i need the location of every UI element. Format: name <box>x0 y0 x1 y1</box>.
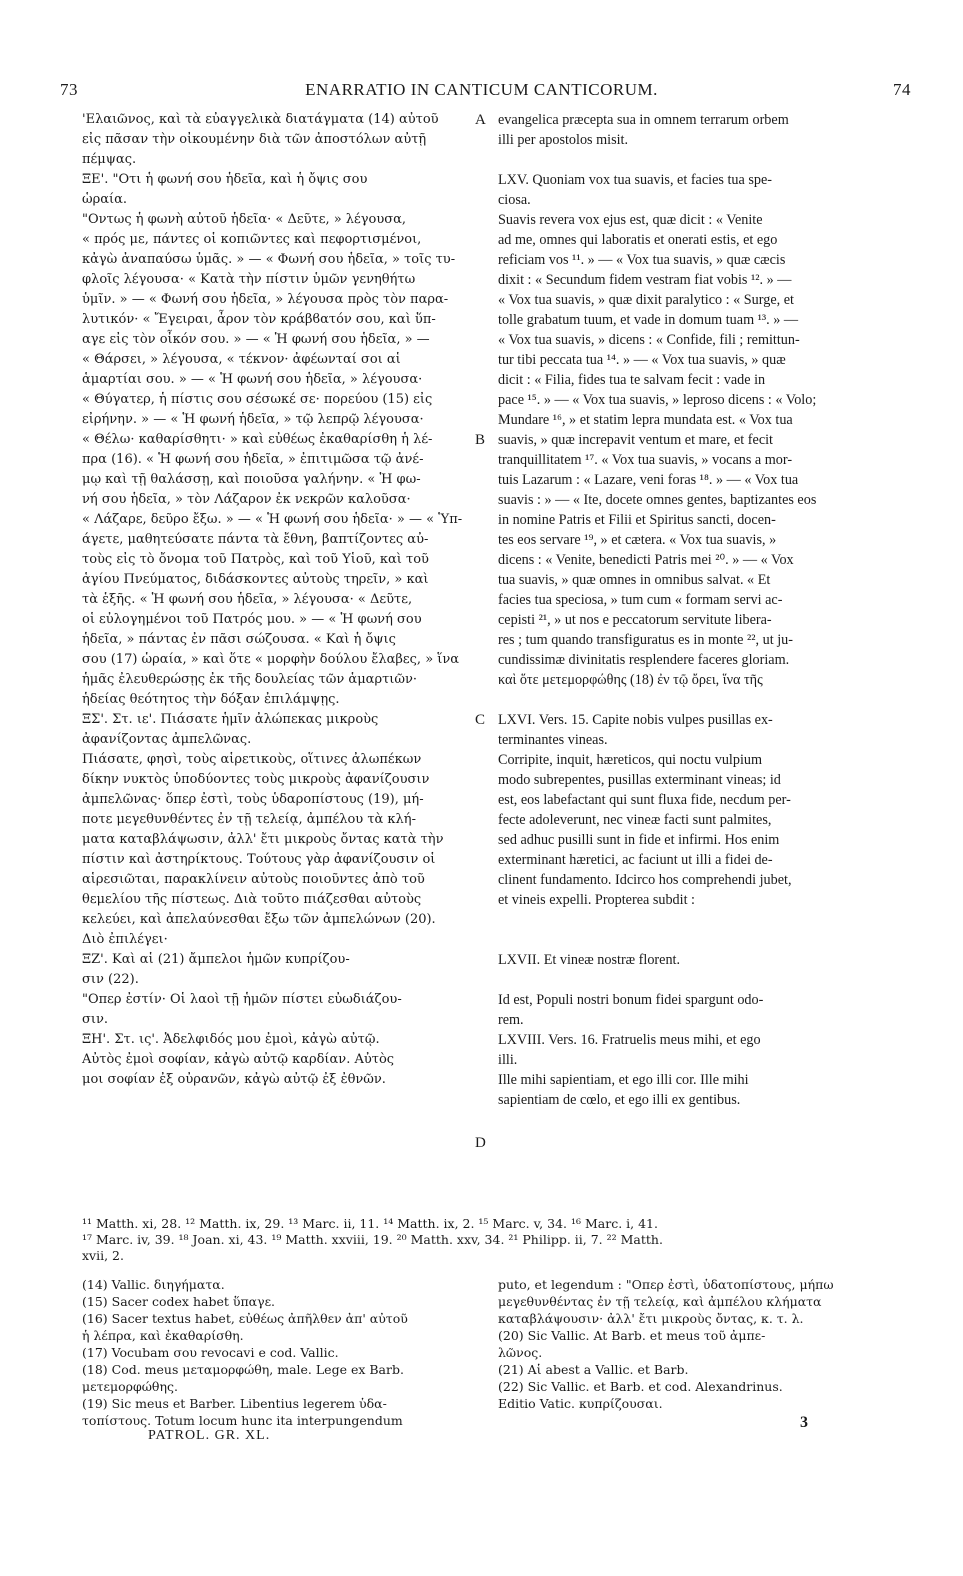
greek-text-line: εἰς πᾶσαν τὴν οἰκουμένην διὰ τῶν ἀποστόλων αὐτῇ <box>82 132 427 147</box>
greek-text-line: ἡδεῖα, » πάντας ἐν πᾶσι σώζουσα. « Καὶ ἡ ὄψις <box>82 632 396 647</box>
greek-text-line: ποτε μεγεθυνθέντες ἐν τῇ τελείᾳ, ἀμπέλου τὰ κλή- <box>82 812 416 827</box>
critical-note-line: (16) Sacer textus habet, εὐθέως ἀπῆλθεν ἀπ' αὐτοῦ <box>82 1311 408 1326</box>
latin-text-line: sed adhuc pusilli sunt in fide et infirmi. Hos enim <box>498 832 780 848</box>
latin-text-line: ad me, omnes qui laboratis et onerati estis, et ego <box>498 232 778 248</box>
greek-text-line: « Λάζαρε, δεῦρο ἔξω. » — « Ἡ φωνή σου ἡδεῖα· » — « Ὑπ- <box>82 512 463 527</box>
greek-text-line: Διὸ ἐπιλέγει· <box>82 932 168 947</box>
greek-text-line: πρα (16). « Ἡ φωνή σου ἡδεῖα, » ἐπιτιμῶσα τῷ ἀνέ- <box>82 452 424 467</box>
running-title: ENARRATIO IN CANTICUM CANTICORUM. <box>305 80 658 99</box>
greek-text-line: ΞΕ'. "Οτι ἡ φωνή σου ἡδεῖα, καὶ ἡ ὄψις σου <box>82 172 368 187</box>
column-marker-a: A <box>475 112 486 128</box>
latin-text-line: reficiam vos ¹¹. » — « Vox tua suavis, » quæ cæcis <box>498 252 786 268</box>
greek-text-line: "Οπερ ἐστίν· Οἱ λαοὶ τῇ ἡμῶν πίστει εὐωδιάζου- <box>82 992 402 1007</box>
latin-text-line: Corripite, inquit, hæreticos, qui noctu vulpium <box>498 752 763 768</box>
latin-text-line: evangelica præcepta sua in omnem terrarum orbem <box>498 112 789 128</box>
critical-note-line: (19) Sic meus et Barber. Libentius legerem ὑδα- <box>82 1396 387 1411</box>
critical-note-line: λῶνος. <box>498 1345 543 1360</box>
latin-text-line: modo subrepentes, pusillas exterminant vineas; id <box>498 772 781 788</box>
greek-text-line: πίστιν καὶ ἀστηρίκτους. Τούτους γὰρ ἀφανίζουσιν οἱ <box>82 852 436 867</box>
greek-text-line: ἀμπελῶνας· ὅπερ ἐστὶ, τοὺς ὑδαροπίστους (19), μή- <box>82 792 424 807</box>
latin-text-line: suavis : » — « Ite, docete omnes gentes, baptizantes eos <box>498 492 817 508</box>
sheet-number: 3 <box>800 1414 809 1431</box>
critical-note-line: μετεμορφώθης. <box>82 1379 178 1394</box>
latin-text-line: LXV. Quoniam vox tua suavis, et facies tua spe- <box>498 172 772 188</box>
greek-text-line: σιν. <box>82 1012 109 1027</box>
latin-text-line: dicens : « Venite, benedicti Patris mei ²⁰. » — « Vox <box>498 552 794 568</box>
latin-text-line: exterminant hæretici, ac faciunt ut illi a fidei de- <box>498 852 773 868</box>
latin-text-line: tes eos servare ¹⁹, » et cætera. « Vox tua suavis, » <box>498 532 777 548</box>
greek-text-line: σιν (22). <box>82 972 139 987</box>
latin-text-line: ciosa. <box>498 192 531 208</box>
greek-text-line: τοὺς εἰς τὸ ὄνομα τοῦ Πατρὸς, καὶ τοῦ Υἱοῦ, καὶ τοῦ <box>82 552 429 567</box>
latin-text-line: tua suavis, » quæ omnes in omnibus salvat. « Et <box>498 572 771 588</box>
latin-text-line: cepisti ²¹, » ut nos e peccatorum servitute libera- <box>498 612 772 628</box>
latin-text-line <box>498 930 910 950</box>
latin-text-line <box>498 970 910 990</box>
greek-text-line: "Οντως ἡ φωνὴ αὐτοῦ ἡδεῖα· « Δεῦτε, » λέγουσα, <box>82 212 407 227</box>
latin-text-line: sapientiam de cœlo, et ego illi ex gentibus. <box>498 1092 741 1108</box>
critical-note-line: (17) Vocubam σου revocavi e cod. Vallic. <box>82 1345 339 1360</box>
greek-text-line: ΞΖ'. Καὶ αἱ (21) ἄμπελοι ἡμῶν κυπρίζου- <box>82 952 350 967</box>
latin-text-line: est, eos labefactant qui sunt fluxa fide, necdum per- <box>498 792 791 808</box>
latin-text-line: Id est, Populi nostri bonum fidei spargunt odo- <box>498 992 764 1008</box>
greek-text-line: αγε εἰς τὸν οἶκόν σου. » — « Ἡ φωνή σου ἡδεῖα, » — <box>82 332 430 347</box>
latin-text-line: tuis Lazarum : « Lazare, veni foras ¹⁸. » — « Vox tua <box>498 472 799 488</box>
greek-text-line: σου (17) ὡραία, » καὶ ὅτε « μορφὴν δούλου ἔλαβες, » ἵνα <box>82 652 460 667</box>
latin-text-line: tranquillitatem ¹⁷. « Vox tua suavis, » vocans a mor- <box>498 452 793 468</box>
page-number-right: 74 <box>893 80 911 99</box>
critical-note-line: puto, et legendum : "Οπερ ἐστὶ, ὑδατοπίστους, μήπω <box>498 1277 834 1292</box>
greek-text-line: ἁμαρτίαι σου. » — « Ἡ φωνή σου ἡδεῖα, » λέγουσα· <box>82 372 423 387</box>
critical-note-line: (22) Sic Vallic. et Barb. et cod. Alexandrinus. <box>498 1379 783 1394</box>
printer-signature: PATROL. GR. XL. <box>148 1428 271 1443</box>
critical-note-line: ἡ λέπρα, καὶ ἐκαθαρίσθη. <box>82 1328 244 1343</box>
greek-text-line: δίκην νυκτὸς ὑποδύοντες τοὺς μικροὺς ἀφανίζουσιν <box>82 772 430 787</box>
latin-text-line: res ; tum quando transfiguratus es in monte ²², ut ju- <box>498 632 793 648</box>
greek-text-line: νή σου ἡδεῖα, » τὸν Λάζαρον ἐκ νεκρῶν καλοῦσα· <box>82 492 411 507</box>
latin-text-line <box>498 690 910 710</box>
greek-text-line: μῳ καὶ τῇ θαλάσσῃ, καὶ ποιοῦσα γαλήνην. « Ἡ φω- <box>82 472 421 487</box>
scripture-ref-line-3: xvii, 2. <box>82 1248 124 1263</box>
greek-text-line: λυτικόν· « Ἔγειραι, ἆρον τὸν κράβϐατόν σου, καὶ ὕπ- <box>82 312 436 327</box>
greek-text-line: Πιάσατε, φησὶ, τοὺς αἱρετικοὺς, οἵτινες ἀλωπέκων <box>82 752 422 767</box>
notes-right <box>498 1276 834 1412</box>
critical-note-line: (15) Sacer codex habet ὕπαγε. <box>82 1294 276 1309</box>
greek-text-line: κελεύει, καὶ ἀπελαύνεσθαι ἔξω τῶν ἀμπελώνων (20). <box>82 912 436 927</box>
greek-column <box>82 110 470 1090</box>
greek-text-line: φλοῖς λέγουσα· « Κατὰ τὴν πίστιν ὑμῶν γενηθήτω <box>82 272 416 287</box>
latin-column <box>498 110 910 1110</box>
latin-text-line: Suavis revera vox ejus est, quæ dicit : « Venite <box>498 212 763 228</box>
latin-text-line: illi. <box>498 1052 518 1068</box>
latin-text-line: καὶ ὅτε μετεμορφώθης (18) ἐν τῷ ὄρει, ἵνα τῆς <box>498 672 763 688</box>
latin-text-line: Ille mihi sapientiam, et ego illi cor. Ille mihi <box>498 1072 749 1088</box>
critical-note-line: καταβλάψουσιν· ἀλλ' ἔτι μικροὺς ὄντας, κ. τ. λ. <box>498 1311 804 1326</box>
greek-text-line: εἰρήνην. » — « Ἡ φωνή ἡδεῖα, » τῷ λεπρῷ λέγουσα· <box>82 412 424 427</box>
greek-text-line: ὡραία. <box>82 192 128 207</box>
greek-text-line: « Θέλω· καθαρίσθητι· » καὶ εὐθέως ἐκαθαρίσθη ἡ λέ- <box>82 432 433 447</box>
greek-text-line: Αὐτὸς ἐμοὶ σοφίαν, κἀγὼ αὐτῷ καρδίαν. Αὐτὸς <box>82 1052 395 1067</box>
critical-note-line: (21) Αἱ abest a Vallic. et Barb. <box>498 1362 689 1377</box>
column-marker-b: B <box>475 432 486 448</box>
latin-text-line: cundissimæ divinitatis resplendere faceres gloriam. <box>498 652 790 668</box>
greek-text-line: μοι σοφίαν ἐξ οὐρανῶν, κἀγὼ αὐτῷ ἐξ ἐθνῶν. <box>82 1072 386 1087</box>
greek-text-line: ὑμῖν. » — « Φωνή σου ἡδεῖα, » λέγουσα πρὸς τὸν παρα- <box>82 292 449 307</box>
latin-text-line: dixit : « Secundum fidem vestram fiat vobis ¹². » — <box>498 272 792 288</box>
latin-text-line: tur tibi peccata tua ¹⁴. » — « Vox tua suavis, » quæ <box>498 352 786 368</box>
latin-text-line: rem. <box>498 1012 524 1028</box>
greek-text-line: πέμψας. <box>82 152 137 167</box>
greek-text-line: οἱ εὐλογημένοι τοῦ Πατρός μου. » — « Ἡ φωνή σου <box>82 612 422 627</box>
latin-text-line: et vineis expelli. Propterea subdit : <box>498 892 696 908</box>
greek-text-line: κἀγὼ ἀναπαύσω ὑμᾶς. » — « Φωνή σου ἡδεῖα, » τοῖς τυ- <box>82 252 456 267</box>
latin-text-line: LXVII. Et vineæ nostræ florent. <box>498 952 681 968</box>
latin-text-line <box>498 910 910 930</box>
greek-text-line: άγετε, μαθητεύσατε πάντα τὰ ἔθνη, βαπτίζοντες αὐ- <box>82 532 429 547</box>
greek-text-line: ἁγίου Πνεύματος, διδάσκοντες αὐτοὺς τηρεῖν, » καὶ <box>82 572 429 587</box>
latin-text-line: tolle grabatum tuum, et vade in domum tuam ¹³. » — <box>498 312 799 328</box>
greek-text-line: ἡδείας θεότητος τὴν δόξαν ἐπιλάμψῃς. <box>82 692 340 707</box>
latin-text-line: clinent fundamento. Idcirco hos comprehendi jubet, <box>498 872 792 888</box>
latin-text-line: Mundare ¹⁶, » et statim lepra mundata est. « Vox tua <box>498 412 793 428</box>
scripture-ref-line-2: ¹⁷ Marc. iv, 39. ¹⁸ Joan. xi, 43. ¹⁹ Matth. xxviii, 19. ²⁰ Matth. xxv, 34. ²¹ Philipp. ii, 7. ²² Matth. <box>82 1232 663 1247</box>
critical-note-line: (20) Sic Vallic. At Barb. et meus τοῦ ἀμπε- <box>498 1328 766 1343</box>
latin-text-line: in nomine Patris et Filii et Spiritus sancti, docen- <box>498 512 776 528</box>
greek-text-line: « πρός με, πάντες οἱ κοπιῶντες καὶ πεφορτισμένοι, <box>82 232 422 247</box>
critical-note-line: μεγεθυνθέντας ἐν τῇ τελείᾳ, καὶ ἀμπέλου κλήματα <box>498 1294 822 1309</box>
greek-text-line: τὰ ἑξῆς. « Ἡ φωνή σου ἡδεῖα, » λέγουσα· « Δεῦτε, <box>82 592 413 607</box>
latin-text-line: pace ¹⁵. » — « Vox tua suavis, » leproso dicens : « Volo; <box>498 392 817 408</box>
scripture-ref-line-1: ¹¹ Matth. xi, 28. ¹² Matth. ix, 29. ¹³ Marc. ii, 11. ¹⁴ Matth. ix, 2. ¹⁵ Marc. v, 34. ¹⁶ Marc. i, 41. <box>82 1216 658 1231</box>
latin-text-line: « Vox tua suavis, » dicens : « Confide, fili ; remittun- <box>498 332 800 348</box>
greek-text-line: ματα καταβλάψωσιν, ἀλλ' ἔτι μικροὺς ὄντας κατὰ τὴν <box>82 832 444 847</box>
greek-text-line: 'Ελαιῶνος, καὶ τὰ εὐαγγελικὰ διατάγματα (14) αὐτοῦ <box>82 112 439 127</box>
latin-text-line: LXVIII. Vers. 16. Fratruelis meus mihi, et ego <box>498 1032 761 1048</box>
critical-note-line: (14) Vallic. διηγήματα. <box>82 1277 225 1292</box>
latin-text-line: fecte adoleverunt, nec vineæ facti sunt palmites, <box>498 812 772 828</box>
page-number-left: 73 <box>60 80 78 99</box>
greek-text-line: « Θάρσει, » λέγουσα, « τέκνον· ἀφέωνταί σοι αἱ <box>82 352 401 367</box>
critical-note-line: τοπίστους. Totum locum hunc ita interpungendum <box>82 1413 403 1428</box>
column-marker-d: D <box>475 1135 486 1151</box>
latin-text-line: terminantes vineas. <box>498 732 608 748</box>
greek-text-line: αἱρεσιῶται, παρακλίνειν αὐτοὺς ποιοῦντες ἀπὸ τοῦ <box>82 872 425 887</box>
notes-left <box>82 1276 408 1429</box>
latin-text-line: LXVI. Vers. 15. Capite nobis vulpes pusillas ex- <box>498 712 773 728</box>
latin-text-line: dicit : « Filia, fides tua te salvam fecit : vade in <box>498 372 766 388</box>
greek-text-line: θεμελίου τῆς πίστεως. Διὰ τοῦτο πιάζεσθαι αὐτοὺς <box>82 892 422 907</box>
latin-text-line: facies tua speciosa, » tum cum « formam servi ac- <box>498 592 783 608</box>
latin-text-line <box>498 150 910 170</box>
critical-note-line: Editio Vatic. κυπρίζουσαι. <box>498 1396 663 1411</box>
critical-note-line: (18) Cod. meus μεταμορφώθη, male. Lege ex Barb. <box>82 1362 404 1377</box>
greek-text-line: ἡμᾶς ἐλευθερώσῃς ἐκ τῆς δουλείας τῶν ἁμαρτιῶν· <box>82 672 418 687</box>
greek-text-line: ΞΗ'. Στ. ις'. Ἀδελφιδός μου ἐμοὶ, κἀγὼ αὐτῷ. <box>82 1032 380 1047</box>
latin-text-line: « Vox tua suavis, » quæ dixit paralytico : « Surge, et <box>498 292 794 308</box>
latin-text-line: illi per apostolos misit. <box>498 132 629 148</box>
greek-text-line: ΞΣ'. Στ. ιε'. Πιάσατε ἡμῖν ἀλώπεκας μικροὺς <box>82 712 379 727</box>
column-marker-c: C <box>475 712 486 728</box>
latin-text-line: suavis, » quæ increpavit ventum et mare, et fecit <box>498 432 773 448</box>
greek-text-line: ἀφανίζοντας ἀμπελῶνας. <box>82 732 252 747</box>
greek-text-line: « Θύγατερ, ἡ πίστις σου σέσωκέ σε· πορεύου (15) εἰς <box>82 392 433 407</box>
